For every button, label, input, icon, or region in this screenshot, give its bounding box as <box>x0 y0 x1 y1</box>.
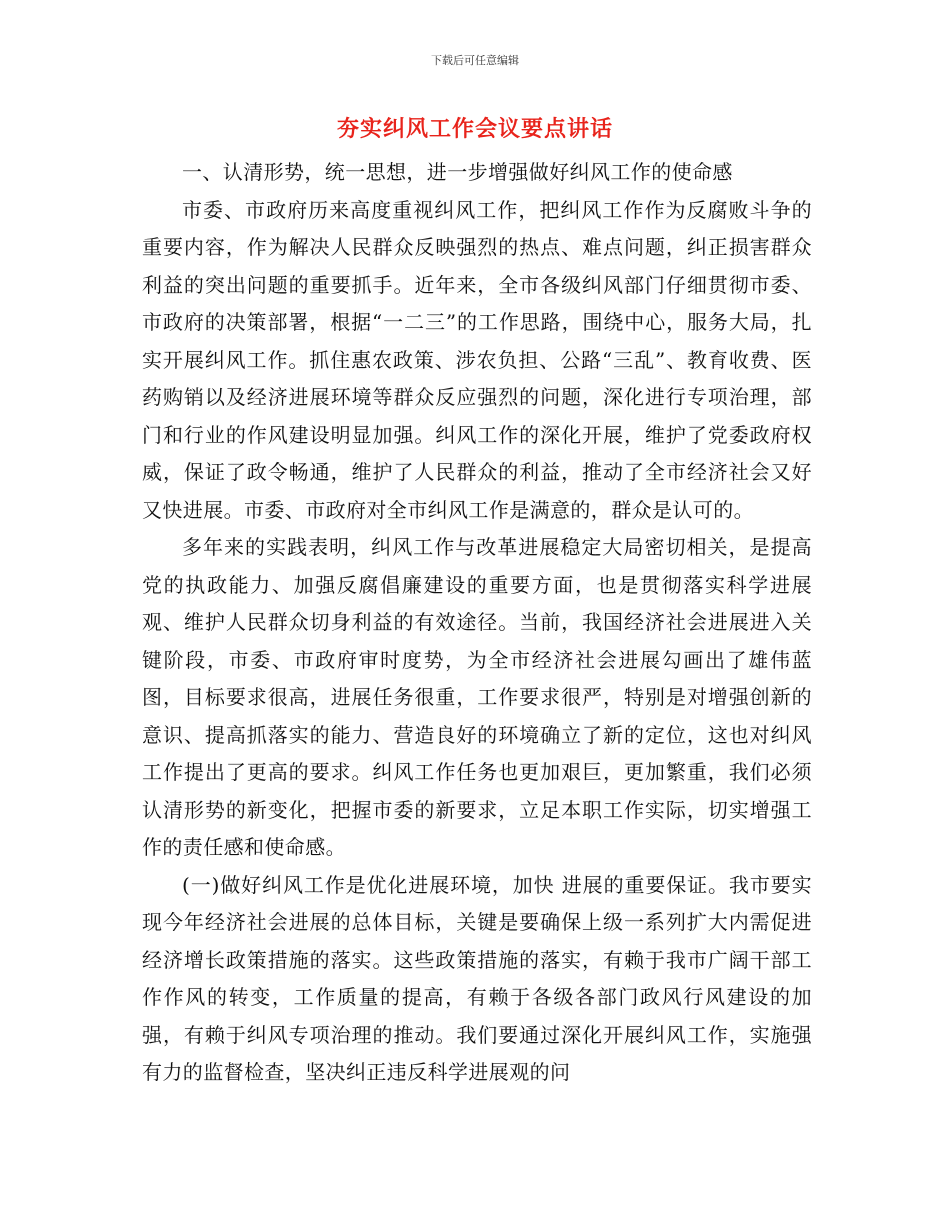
paragraph-3: (一)做好纠风工作是优化进展环境，加快 进展的重要保证。我市要实现今年经济社会进展的总体目标，关键是要确保上级一系列扩大内需促进经济增长政策措施的落实。这些政策措施的落实，有赖于我市广阔干部工作作风的转变，工作质量的提高，有赖于各级各部门政风行风建设的加强，有赖于纠风专项治理的推动。我们要通过深化开展纠风工作，实施强有力的监督检查，坚决纠正违反科学进展观的问 <box>142 872 812 1084</box>
paragraph-1: 市委、市政府历来高度重视纠风工作，把纠风工作作为反腐败斗争的重要内容，作为解决人民群众反映强烈的热点、难点问题，纠正损害群众利益的突出问题的重要抓手。近年来，全市各级纠风部门仔细贯彻市委、市政府的决策部署，根据“一二三”的工作思路，围绕中心，服务大局，扎实开展纠风工作。抓住惠农政策、涉农负担、公路“三乱”、教育收费、医药购销以及经济进展环境等群众反应强烈的问题，深化进行专项治理，部门和行业的作风建设明显加强。纠风工作的深化开展，维护了党委政府权威，保证了政令畅通，维护了人民群众的利益，推动了全市经济社会又好又快进展。市委、市政府对全市纠风工作是满意的，群众是认可的。 <box>142 197 812 522</box>
section-heading: 一、认清形势，统一思想，进一步增强做好纠风工作的使命感 <box>182 160 733 184</box>
document-title: 夯实纠风工作会议要点讲话 <box>336 117 613 142</box>
document-body <box>142 154 812 1092</box>
paragraph-2: 多年来的实践表明，纠风工作与改革进展稳定大局密切相关，是提高党的执政能力、加强反腐倡廉建设的重要方面，也是贯彻落实科学进展观、维护人民群众切身利益的有效途径。当前，我国经济社会进展进入关键阶段，市委、市政府审时度势，为全市经济社会进展勾画出了雄伟蓝图，目标要求很高，进展任务很重，工作要求很严，特别是对增强创新的意识、提高抓落实的能力、营造良好的环境确立了新的定位，这也对纠风工作提出了更高的要求。纠风工作任务也更加艰巨，更加繁重，我们必须认清形势的新变化，把握市委的新要求，立足本职工作实际，切实增强工作的责任感和使命感。 <box>142 535 812 859</box>
page-header-note: 下载后可任意编辑 <box>431 54 519 67</box>
